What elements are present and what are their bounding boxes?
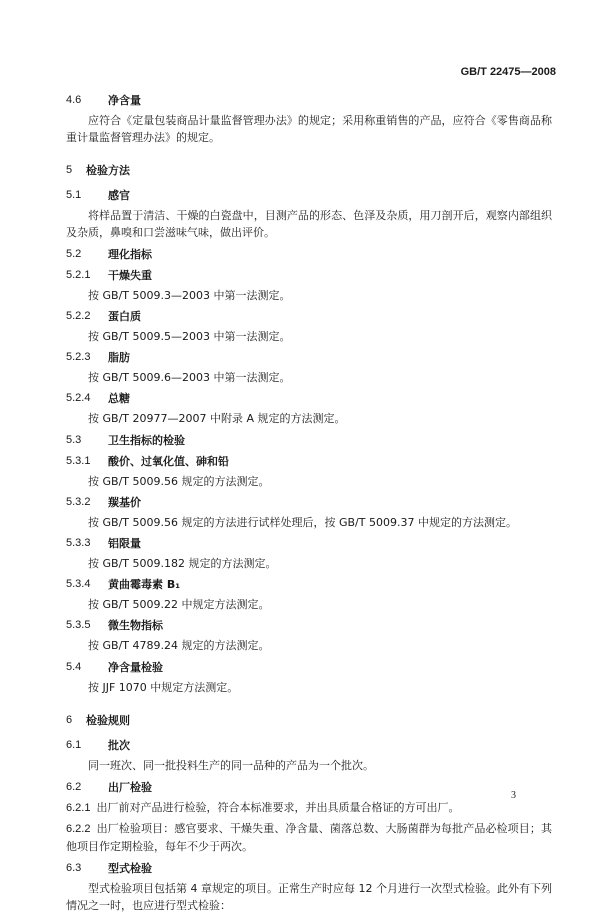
section-title: 出厂检验 bbox=[108, 781, 152, 794]
clause-number: 6.2.1 bbox=[66, 802, 91, 814]
section-number: 5.3.1 bbox=[66, 455, 91, 467]
paragraph: 按 JJF 1070 中规定方法测定。 bbox=[88, 681, 239, 694]
section-heading-6-1 bbox=[66, 737, 552, 754]
section-heading-6-2 bbox=[66, 779, 552, 796]
section-number: 6.1 bbox=[66, 739, 82, 751]
section-title: 检验规则 bbox=[86, 714, 130, 727]
numbered-paragraph-6-2-1 bbox=[66, 799, 552, 817]
section-number: 5.3.5 bbox=[66, 619, 91, 631]
section-number: 6 bbox=[66, 714, 73, 726]
clause-text: 出厂前对产品进行检验，符合本标准要求，并出具质量合格证的方可出厂。 bbox=[96, 801, 460, 814]
section-heading-5-3-4 bbox=[66, 576, 552, 593]
section-number: 5.2.4 bbox=[66, 392, 91, 404]
numbered-paragraph-6-2-2 bbox=[66, 820, 552, 855]
paragraph: 按 GB/T 5009.6—2003 中第一法测定。 bbox=[88, 371, 291, 384]
section-title: 黄曲霉毒素 B₁ bbox=[108, 578, 181, 591]
section-number: 5.1 bbox=[66, 189, 82, 201]
section-heading-5-2-3 bbox=[66, 349, 552, 366]
section-number: 6.3 bbox=[66, 862, 82, 874]
section-title: 批次 bbox=[108, 739, 130, 752]
section-heading-4-6 bbox=[66, 92, 552, 109]
clause-text: 出厂检验项目：感官要求、干燥失重、净含量、菌落总数、大肠菌群为每批产品必检项目；其他项目作定期检验，每年不少于两次。 bbox=[66, 822, 552, 853]
section-title: 羰基价 bbox=[108, 496, 141, 509]
paragraph: 按 GB/T 5009.3—2003 中第一法测定。 bbox=[88, 289, 291, 302]
section-title: 型式检验 bbox=[108, 862, 152, 875]
section-number: 5.2.3 bbox=[66, 351, 91, 363]
section-number: 5.4 bbox=[66, 661, 82, 673]
section-number: 5.3.3 bbox=[66, 537, 91, 549]
section-title: 干燥失重 bbox=[108, 269, 152, 282]
section-heading-5 bbox=[66, 162, 552, 179]
section-number: 5.3.4 bbox=[66, 578, 91, 590]
section-number: 6.2 bbox=[66, 781, 82, 793]
paragraph: 按 GB/T 20977—2007 中附录 A 规定的方法测定。 bbox=[88, 412, 346, 425]
section-title: 微生物指标 bbox=[108, 619, 163, 632]
page-number: 3 bbox=[511, 790, 516, 801]
paragraph: 按 GB/T 4789.24 规定的方法测定。 bbox=[88, 639, 270, 652]
section-number: 5.2.2 bbox=[66, 310, 91, 322]
section-heading-6 bbox=[66, 712, 552, 729]
section-heading-5-2-1 bbox=[66, 267, 552, 284]
section-title: 铝限量 bbox=[108, 537, 141, 550]
section-title: 卫生指标的检验 bbox=[108, 434, 185, 447]
section-title: 蛋白质 bbox=[108, 310, 141, 323]
clause-number: 6.2.2 bbox=[66, 823, 91, 835]
section-heading-5-3-2 bbox=[66, 494, 552, 511]
section-title: 总糖 bbox=[108, 392, 130, 405]
section-heading-5-2 bbox=[66, 246, 552, 263]
standard-code: GB/T 22475—2008 bbox=[460, 66, 556, 78]
section-heading-5-2-4 bbox=[66, 390, 552, 407]
section-number: 5.2 bbox=[66, 248, 82, 260]
section-heading-5-2-2 bbox=[66, 308, 552, 325]
paragraph: 将样品置于清洁、干燥的白瓷盘中，目测产品的形态、色泽及杂质，用刀剖开后，观察内部组织及杂质，鼻嗅和口尝滋味气味，做出评价。 bbox=[66, 209, 552, 239]
section-title: 脂肪 bbox=[108, 351, 130, 364]
section-title: 理化指标 bbox=[108, 248, 152, 261]
section-title: 感官 bbox=[108, 189, 130, 202]
paragraph: 应符合《定量包装商品计量监督管理办法》的规定；采用称重销售的产品，应符合《零售商品称重计量监督管理办法》的规定。 bbox=[66, 114, 552, 144]
section-title: 净含量检验 bbox=[108, 661, 163, 674]
section-title: 酸价、过氧化值、砷和铅 bbox=[108, 455, 229, 468]
paragraph: 型式检验项目包括第 4 章规定的项目。正常生产时应每 12 个月进行一次型式检验。此外有下列情况之一时，也应进行型式检验： bbox=[66, 882, 552, 912]
paragraph: 同一班次、同一批投料生产的同一品种的产品为一个批次。 bbox=[88, 759, 374, 772]
paragraph: 按 GB/T 5009.22 中规定方法测定。 bbox=[88, 598, 270, 611]
section-heading-6-3 bbox=[66, 860, 552, 877]
section-heading-5-3-3 bbox=[66, 535, 552, 552]
paragraph: 按 GB/T 5009.56 规定的方法测定。 bbox=[88, 475, 270, 488]
section-number: 5 bbox=[66, 164, 73, 176]
section-title: 净含量 bbox=[108, 94, 141, 107]
paragraph: 按 GB/T 5009.182 规定的方法测定。 bbox=[88, 557, 277, 570]
section-heading-5-3-1 bbox=[66, 453, 552, 470]
paragraph: 按 GB/T 5009.56 规定的方法进行试样处理后，按 GB/T 5009.37 中规定的方法测定。 bbox=[88, 516, 517, 529]
section-heading-5-4 bbox=[66, 659, 552, 676]
section-number: 5.3.2 bbox=[66, 496, 91, 508]
section-number: 5.2.1 bbox=[66, 269, 91, 281]
section-number: 5.3 bbox=[66, 434, 82, 446]
section-heading-5-3-5 bbox=[66, 617, 552, 634]
section-heading-5-1 bbox=[66, 187, 552, 204]
section-number: 4.6 bbox=[66, 94, 82, 106]
paragraph: 按 GB/T 5009.5—2003 中第一法测定。 bbox=[88, 330, 291, 343]
section-heading-5-3 bbox=[66, 432, 552, 449]
section-title: 检验方法 bbox=[86, 164, 130, 177]
document-body bbox=[66, 87, 552, 914]
